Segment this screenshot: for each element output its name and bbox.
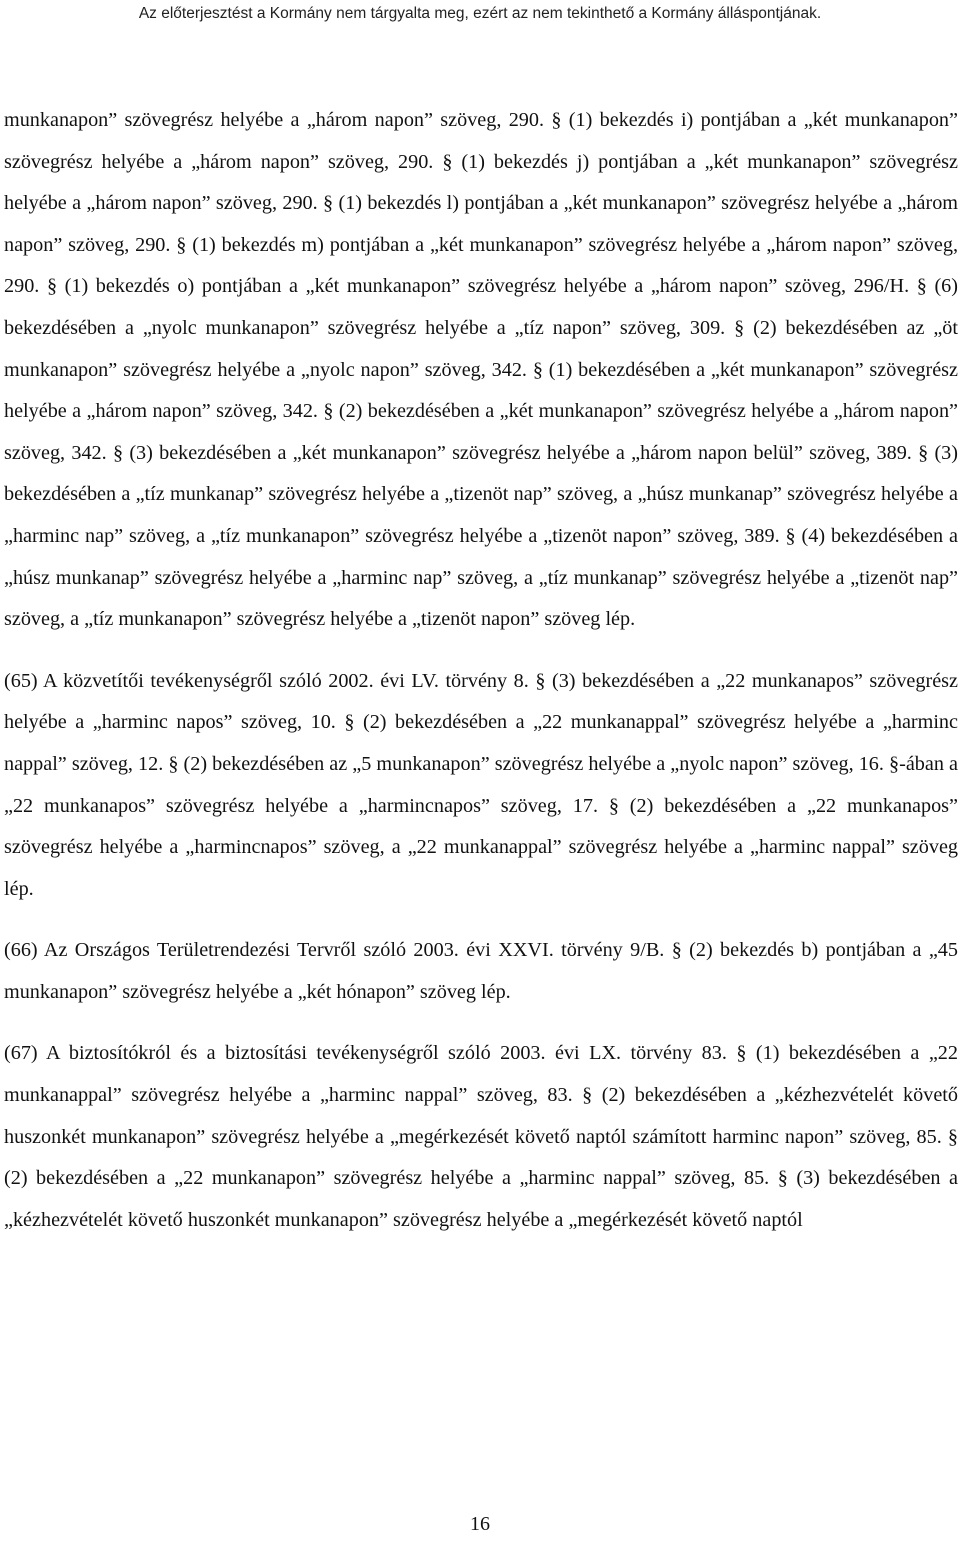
paragraph-65: (65) A közvetítői tevékenységről szóló 2002. évi LV. törvény 8. § (3) bekezdésében a „22 munkanapos” szövegrész helyébe a „harminc napos” szöveg, 10. § (2) bekezdésében a „22 munkanappal” szövegrész helyébe a „harminc nappal” szöveg, 12. § (2) bekezdésében az „5 munkanapon” szövegrész helyébe a „nyolc napon” szöveg, 16. §-ában a „22 munkanapos” szövegrész helyébe a „harmincnapos” szöveg, 17. § (2) bekezdésében a „22 munkanapos” szövegrész helyébe a „harmincnapos” szöveg, a „22 munkanappal” szövegrész helyébe a „harminc nappal” szöveg lép. (4, 669, 958, 900)
paragraph-67: (67) A biztosítókról és a biztosítási tevékenységről szóló 2003. évi LX. törvény 83. § (1) bekezdésében a „22 munkanappal” szövegrész helyébe a „harminc nappal” szöveg, 83. § (2) bekezdésében a „kézhezvételét követő huszonkét munkanapon” szövegrész helyébe a „megérkezését követő naptól számított harminc napon” szöveg, 85. § (2) bekezdésében a „22 munkanapon” szövegrész helyébe a „harminc nappal” szöveg, 85. § (3) bekezdésében a „kézhezvételét követő huszonkét munkanapon” szövegrész helyébe a „megérkezését követő naptól (4, 1042, 958, 1231)
paragraph-continuation: munkanapon” szövegrész helyébe a „három napon” szöveg, 290. § (1) bekezdés i) pontjában a „két munkanapon” szövegrész helyébe a „három napon” szöveg, 290. § (1) bekezdés j) pontjában a „két munkanapon” szövegrész helyébe a „három napon” szöveg, 290. § (1) bekezdés l) pontjában a „két munkanapon” szövegrész helyébe a „három napon” szöveg, 290. § (1) bekezdés m) pontjában a „két munkanapon” szövegrész helyébe a „három napon” szöveg, 290. § (1) bekezdés o) pontjában a „két munkanapon” szövegrész helyébe a „három napon” szöveg, 296/H. § (6) bekezdésében a „nyolc munkanapon” szövegrész helyébe a „tíz napon” szöveg, 309. § (2) bekezdésében az „öt munkanapon” szövegrész helyébe a „nyolc napon” szöveg, 342. § (1) bekezdésében a „két munkanapon” szövegrész helyébe a „három napon” szöveg, 342. § (2) bekezdésében a „két munkanapon” szövegrész helyébe a „három napon” szöveg, 342. § (3) bekezdésében a „két munkanapon” szövegrész helyébe a „három napon belül” szöveg, 389. § (3) bekezdésében a „tíz munkanap” szövegrész helyébe a „tizenöt nap” szöveg, a „húsz munkanap” szövegrész helyébe a „harminc nap” szöveg, a „tíz munkanapon” szövegrész helyébe a „tizenöt napon” szöveg, 389. § (4) bekezdésében a „húsz munkanap” szövegrész helyébe a „harminc nap” szöveg, a „tíz munkanap” szövegrész helyébe a „tizenöt nap” szöveg, a „tíz munkanapon” szövegrész helyébe a „tizenöt napon” szöveg lép. (4, 109, 958, 631)
page-number: 16 (470, 1513, 490, 1535)
disclaimer-header: Az előterjesztést a Kormány nem tárgyalta meg, ezért az nem tekinthető a Kormány álláspontjának. (138, 5, 822, 22)
paragraph-66: (66) Az Országos Területrendezési Tervről szóló 2003. évi XXVI. törvény 9/B. § (2) bekezdés b) pontjában a „45 munkanapon” szövegrész helyébe a „két hónapon” szöveg lép. (4, 939, 958, 1003)
document-body (4, 100, 958, 1241)
